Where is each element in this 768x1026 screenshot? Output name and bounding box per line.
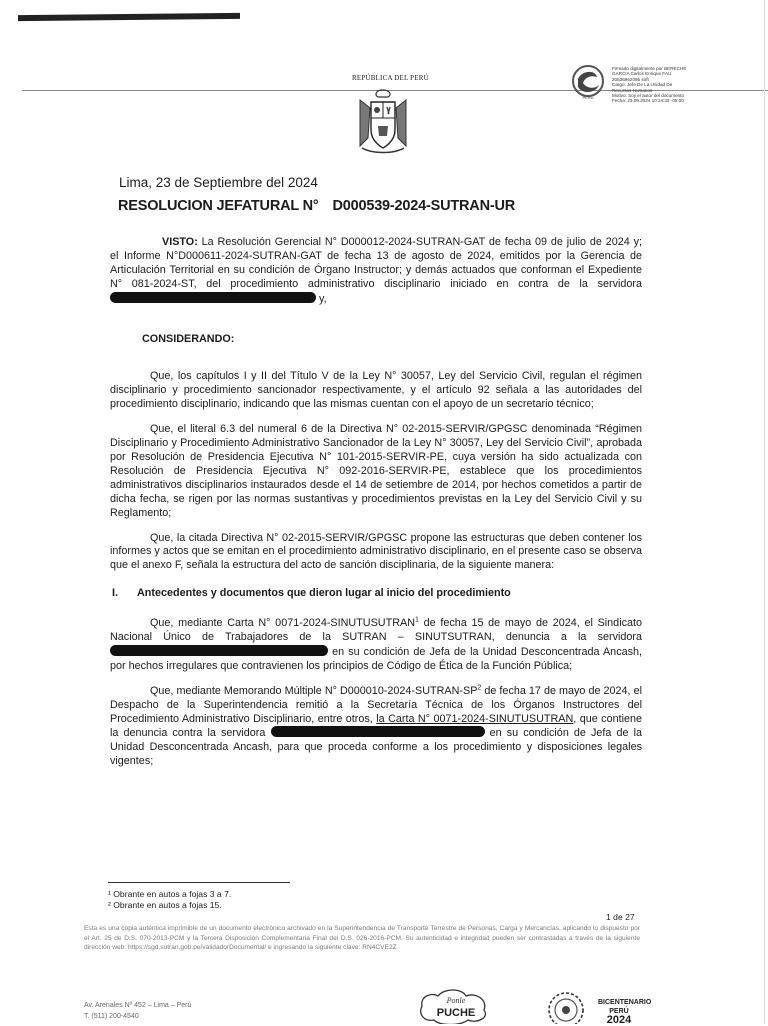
signature-line: Motivo: Soy el autor del documento [612,93,685,99]
signature-line: Firmado digitalmente por BERECHE [612,66,687,71]
republica-label: REPÚBLICA DEL PERÚ [352,74,429,82]
bicentenario-line: BICENTENARIO [598,999,652,1006]
section-number: I. [112,587,118,600]
phone-line: T. (511) 200-4540 [84,1013,139,1020]
paragraph-text: en su condición de Jefa de la Unidad Desconcentrada Ancash, para que proceda conforme a los procedimiento y disposiciones legales vigentes; [110,727,643,768]
digital-signature-logo-icon [569,63,609,101]
paragraph-text: en su condición de Jefa de la Unidad Desconcentrada Ancash, por hechos irregulares que contravienen los principios de Código de Ética de la Función Pública; [110,645,642,672]
address-block [84,1000,191,1022]
bicentenario-label [598,998,652,1026]
paragraph-text: de fecha 17 de mayo de 2024, el Despacho de la Superintendencia remitió a la Secretaría Técnica de los Órganos Instructores del Procedimiento Administrativo Disciplinario, entre otros, [110,684,642,725]
footnote: ² Obrante en autos a fojas 15. [108,899,222,910]
resolution-title-prefix: RESOLUCION JEFATURAL N° [118,198,319,214]
redaction-mark [271,726,485,737]
bicentenario-year: 2024 [606,1014,632,1026]
redaction-mark [110,645,328,656]
ponle-puche-logo-icon [416,986,492,1024]
coat-of-arms-icon [352,86,414,156]
paragraph: Que, los capítulos I y II del Título V de la Ley N° 30057, Ley del Servicio Civil, regulan el régimen disciplinario y procedimiento sancionador respectivamente, y el artículo 92 señala a las autoridades del procedimiento disciplinario, indicando que las mismas cuentan con el apoyo de un secretario técnico; [110,370,642,411]
svg-text:PERU: PERU [582,95,594,100]
footnotes [108,889,231,910]
visto-end: y, [319,292,327,305]
paragraph: Que, la citada Directiva N° 02-2015-SERVIR/GPGSC propone las estructuras que deben contener los informes y actos que se emitan en el procedimiento administrativo disciplinario, en el presente caso se observa que el anexo F, señala la estructura del acto de sanción disciplinaria, de la siguiente manera: [110,531,642,572]
resolution-title [118,198,515,214]
page-number: 1 de 27 [606,912,635,922]
underlined-reference: la Carta N° 0071-2024-SINUTUSUTRAN [376,712,574,725]
signature-line: GARCIA Carlos Enrique FAU [612,71,672,77]
signature-line: Cargo: Jefe De La Unidad De [612,82,673,88]
footnote: ¹ Obrante en autos a fojas 3 a 7. [108,889,232,899]
section-heading [110,587,642,601]
paragraph [110,617,642,674]
place-date: Lima, 23 de Septiembre del 2024 [119,175,318,190]
considerando-heading: CONSIDERANDO: [142,332,235,345]
resolution-number: D000539-2024-SUTRAN-UR [332,198,516,214]
bicentenario-emblem-icon [540,988,592,1024]
footnote-ref: 1 [415,616,419,624]
ponle-text: Ponle [446,996,466,1005]
paragraph-text: , que contiene la denuncia contra la servidora [110,712,642,740]
paragraph [110,685,642,769]
visto-label: VISTO: [162,236,198,248]
address-line: Av. Arenales Nº 452 – Lima – Perú [84,1002,192,1009]
footnote-ref: 2 [477,684,482,692]
footnote-rule [108,882,290,883]
redaction-mark [110,292,316,303]
paragraph: Que, el literal 6.3 del numeral 6 de la Directiva N° 02-2015-SERVIR/GPGSC denominada “Régimen Disciplinario y Procedimiento Administrativo Sancionador de la Ley N° 30057, Ley del Servicio Civil”, aprobada por Resolución de Presidencia Ejecutiva N° 101-2015-SERVIR-PE, cuya versión ha sido actualizada con Resolución de Presidencia Ejecutiva N° 092-2016-SERVIR-PE, establece que los procedimientos administrativos disciplinarios instaurados desde el 14 de setiembre de 2014, por hechos cometidos a partir de dicha fecha, se rigen por las normas sustantivas y procedimientos previstas en la Ley del Servicio Civil y su Reglamento; [110,423,642,519]
scan-edge [764,0,765,1024]
digital-signature-block [612,66,762,104]
signature-line: Fecha: 23.09.2024 10:24:33 -05:00 [612,98,684,104]
section-title: Antecedentes y documentos que dieron lugar al inicio del procedimiento [137,587,511,600]
paragraph-text: de fecha 15 de mayo de 2024, el Sindicato Nacional Único de Trabajadores de la SUTRAN – SINUTSUTRAN, denuncia a la servidora [110,617,642,644]
puche-text: PUCHE [436,1007,476,1019]
signature-line: 20536962095 soft [612,76,649,82]
authenticity-disclaimer: Esta es una copia auténtica imprimible de un documento electrónico archivado en la Superintendencia de Transporte Terrestre de Personas, Carga y Mercancías, aplicando lo dispuesto por el Art. 25 de D.S. 070-2013-PCM y la Tercera Disposición Complementaria Final del D.S. 026-2016-PCM. Su autenticidad e integridad pueden ser contrastadas a través de la siguiente dirección web: https://sgd.sutran.gob.pe/validadorDocumental/ e ingresando la siguiente clave: RN4CVE2Z [84,925,640,951]
document-body [110,236,642,780]
visto-paragraph [110,236,642,307]
paragraph-text: Que, mediante Carta N° 0071-2024-SINUTUSUTRAN [150,617,415,630]
bicentenario-line: PERÚ [609,1008,629,1015]
scan-artifact-bar [18,13,240,21]
paragraph-text: Que, mediante Memorando Múltiple N° D000010-2024-SUTRAN-SP [150,684,478,697]
visto-text: La Resolución Gerencial N° D000012-2024-SUTRAN-GAT de fecha 09 de julio de 2024 y; el Informe N°D000611-2024-SUTRAN-GAT de fecha 13 de agosto de 2024, emitidos por la Gerencia de Articulación Territorial en su condición de Órgano Instructor; y demás actuados que conforman el Expediente N° 081-2024-ST, del procedimiento administrativo disciplinario iniciado en contra de la servidora [110,236,642,290]
signature-line: Recursos Humanos [612,87,653,93]
